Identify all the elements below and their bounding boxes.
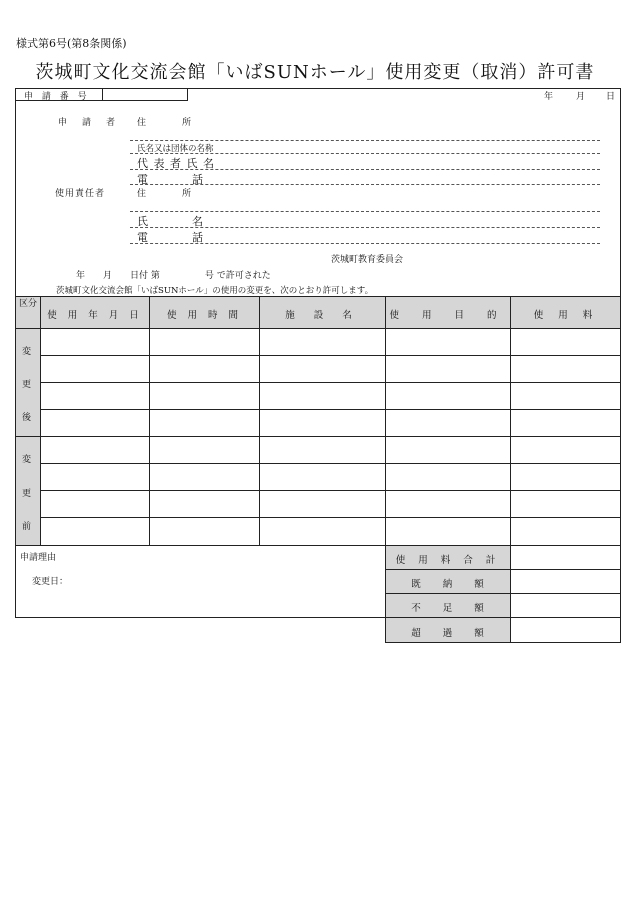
application-number-field[interactable] [108, 89, 184, 100]
date-day-label: 日 [606, 92, 616, 102]
table-section-line [15, 436, 621, 437]
table-row-line [40, 382, 621, 383]
header-use-date: 使 用 年 月 日 [47, 310, 143, 321]
date-year-label: 年 [544, 92, 554, 102]
representative-name-label: 代 表 者 氏 名 [137, 157, 215, 170]
before-label-char: 更 [22, 489, 32, 499]
issuer-name: 茨城町教育委員会 [331, 255, 404, 265]
table-col-line [149, 296, 150, 545]
org-name-label: 氏名又は団体の名称 [137, 144, 214, 154]
fee-col-line [510, 617, 511, 643]
table-row-line [40, 355, 621, 356]
manager-name-line [130, 227, 600, 228]
date-month-label: 月 [576, 92, 586, 102]
permit-date-line: 年 月 日付 第 号 で許可された [76, 271, 271, 281]
fee-row-line [385, 569, 621, 570]
applicant-phone-line [130, 184, 600, 185]
table-col-line [40, 296, 41, 545]
after-label-char: 更 [22, 380, 32, 390]
table-col-line [385, 296, 386, 545]
applicant-address-label: 住 所 [137, 118, 192, 128]
header-purpose: 使 用 目 的 [389, 310, 507, 321]
fee-excess-label: 超 過 額 [411, 628, 485, 639]
form-frame [15, 88, 621, 618]
after-label-char: 変 [22, 347, 32, 357]
header-category: 区分 [18, 299, 37, 309]
before-label-char: 変 [22, 455, 32, 465]
manager-phone-label: 電 話 [137, 231, 203, 244]
manager-name-label: 氏 名 [137, 215, 203, 228]
header-fee: 使 用 料 [533, 310, 599, 321]
table-top-border [15, 296, 621, 297]
fee-paid-label: 既 納 額 [411, 579, 485, 590]
manager-address-label: 住 所 [137, 189, 192, 199]
table-row-line [40, 463, 621, 464]
document-title: 茨城町文化交流会館「いばSUNホール」使用変更（取消）許可書 [35, 62, 595, 83]
fee-row-line [385, 617, 621, 618]
fee-col-line [510, 545, 511, 618]
table-row-line [40, 409, 621, 410]
reason-label: 申請理由 [20, 553, 57, 563]
after-label-char: 後 [22, 413, 32, 423]
before-label-char: 前 [22, 522, 32, 532]
applicant-phone-label: 電 話 [137, 173, 203, 186]
manager-address-line [130, 211, 600, 212]
org-name-line [130, 153, 600, 154]
application-number-label: 申 請 番 号 [24, 92, 90, 102]
table-col-line [510, 296, 511, 545]
fee-col-line [620, 617, 621, 643]
table-col-line [259, 296, 260, 545]
applicant-address-line [130, 140, 600, 141]
fee-total-label: 使 用 料 合 計 [395, 555, 501, 566]
change-date-label: 変更日： [32, 577, 69, 587]
manager-phone-line [130, 243, 600, 244]
table-row-line [40, 490, 621, 491]
manager-label: 使用責任者 [55, 189, 106, 199]
applicant-label: 申 請 者 [58, 118, 119, 128]
header-facility: 施 設 名 [285, 310, 360, 321]
permit-statement: 茨城町文化交流会館「いばSUNホール」の使用の変更を、次のとおり許可します。 [56, 286, 374, 296]
form-number: 様式第6号(第8条関係) [16, 37, 127, 50]
fee-row-line [385, 593, 621, 594]
representative-name-line [130, 169, 600, 170]
fee-bottom-border [385, 642, 621, 643]
fee-shortage-label: 不 足 額 [411, 603, 485, 614]
header-use-time: 使 用 時 間 [166, 310, 243, 321]
table-row-line [40, 517, 621, 518]
table-bottom-border [15, 545, 621, 546]
application-number-divider [102, 88, 103, 101]
table-header-bottom [15, 328, 621, 329]
